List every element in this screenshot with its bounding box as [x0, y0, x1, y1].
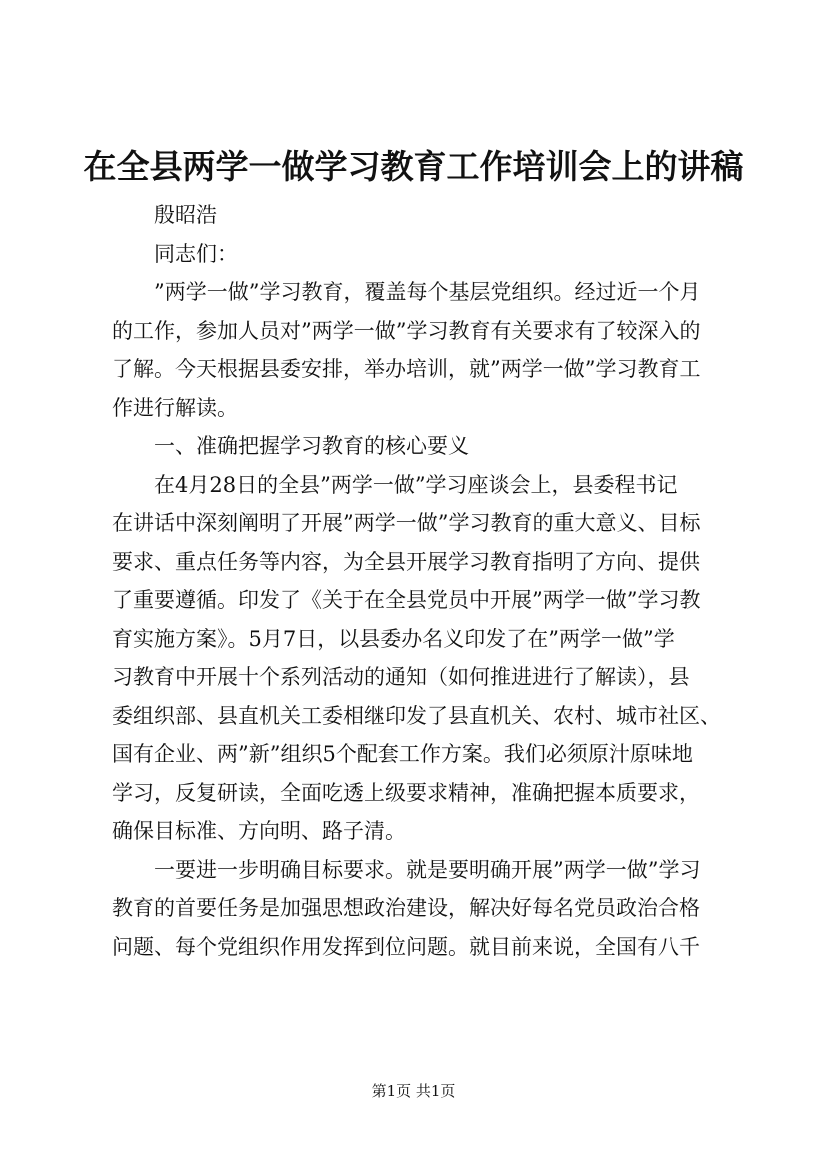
paragraph-line: 育实施方案》。5月7日，以县委办名义印发了在”两学一做”学 — [112, 626, 675, 651]
document-body — [112, 196, 734, 966]
paragraph-line: 的工作，参加人员对”两学一做”学习教育有关要求有了较深入的 — [112, 318, 701, 343]
document-title: 在全县两学一做学习教育工作培训会上的讲稿 — [83, 147, 744, 186]
paragraph-line: 教育的首要任务是加强思想政治建设，解决好每名党员政治合格 — [112, 896, 700, 920]
paragraph-line: 了解。今天根据县委安排，举办培训，就”两学一做”学习教育工 — [112, 357, 701, 381]
paragraph-line: 委组织部、县直机关工委相继印发了县直机关、农村、城市社区、 — [112, 703, 721, 728]
page-footer: 第1页 共1页 — [371, 1082, 456, 1100]
paragraph-line: 了重要遵循。印发了《关于在全县党员中开展”两学一做”学习教 — [112, 588, 701, 612]
paragraph-line: 要求、重点任务等内容，为全县开展学习教育指明了方向、提供 — [112, 549, 700, 574]
paragraph-line: 习教育中开展十个系列活动的通知（如何推进进行了解读），县 — [112, 665, 690, 689]
author-name: 殷昭浩 — [154, 203, 217, 227]
paragraph-line: 一要进一步明确目标要求。就是要明确开展”两学一做”学习 — [154, 857, 701, 882]
paragraph-line: 问题、每个党组织作用发挥到位问题。就目前来说，全国有八千 — [112, 934, 700, 959]
paragraph-line: 国有企业、两”新”组织5个配套工作方案。我们必须原汁原味地 — [112, 742, 693, 766]
paragraph-line: 确保目标准、方向明、路子清。 — [112, 819, 406, 843]
paragraph-line: 在4月28日的全县”两学一做”学习座谈会上，县委程书记 — [154, 472, 678, 497]
section-heading: 一、准确把握学习教育的核心要义 — [154, 434, 469, 458]
paragraph-line: 在讲话中深刻阐明了开展”两学一做”学习教育的重大意义、目标 — [112, 511, 701, 535]
salutation: 同志们： — [154, 241, 238, 266]
paragraph-line: 作进行解读。 — [112, 395, 238, 420]
paragraph-line: 学习，反复研读，全面吃透上级要求精神，准确把握本质要求， — [112, 780, 700, 805]
paragraph-line: ”两学一做”学习教育，覆盖每个基层党组织。经过近一个月 — [154, 280, 701, 304]
